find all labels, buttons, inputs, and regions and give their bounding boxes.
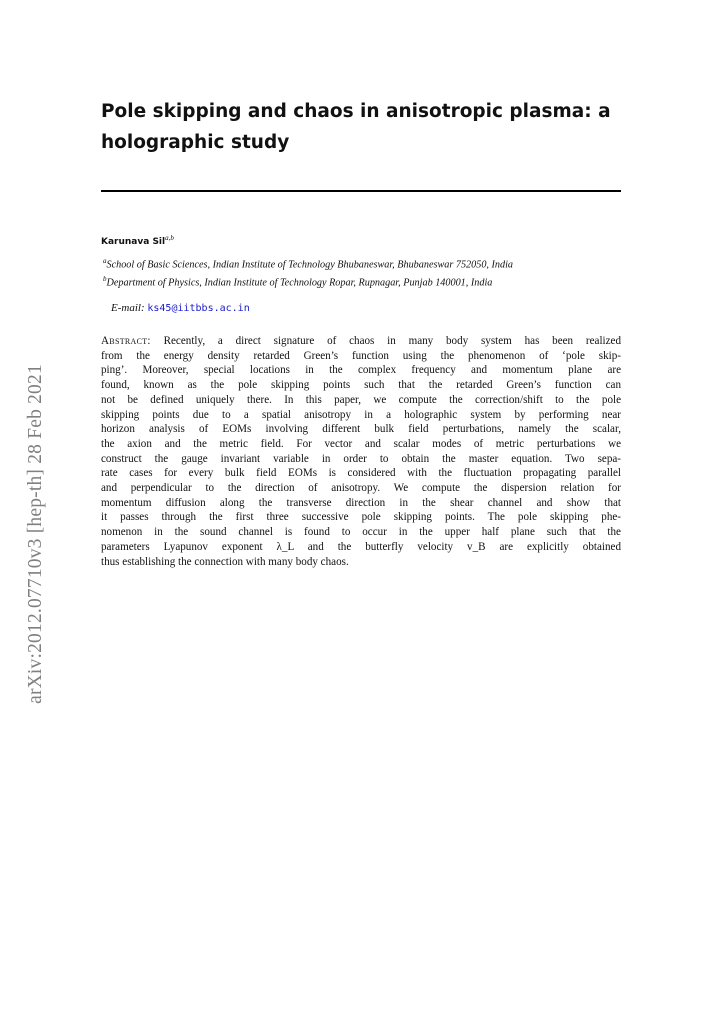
title-rule: [101, 190, 621, 192]
abstract-line: momentum diffusion along the transverse direction in the shear channel and show that: [101, 496, 621, 509]
abstract: [101, 334, 621, 569]
abstract-line: thus establishing the connection with many body chaos.: [101, 555, 349, 568]
author: [101, 234, 174, 247]
abstract-line: construct the gauge invariant variable in order to obtain the master equation. Two sepa-: [101, 452, 621, 465]
email-link[interactable]: ks45@iitbbs.ac.in: [147, 303, 250, 314]
abstract-line: [101, 334, 621, 349]
email-label: E-mail:: [111, 302, 145, 314]
affiliation-text: School of Basic Sciences, Indian Institute of Technology Bhubaneswar, Bhubaneswar 752050, India: [106, 259, 514, 271]
author-name: Karunava Sil: [101, 237, 166, 247]
affiliation-mark: b: [103, 275, 107, 283]
affiliation-a: [103, 257, 623, 270]
abstract-line: the axion and the metric field. For vector and scalar modes of metric perturbations we: [101, 437, 621, 450]
abstract-line: parameters Lyapunov exponent λ_L and the butterfly velocity v_B are explicitly obtained: [101, 540, 621, 553]
author-affiliation-marks: a,b: [165, 234, 174, 242]
abstract-line: from the energy density retarded Green’s function using the phenomenon of ‘pole skip-: [101, 349, 621, 362]
abstract-line: skipping points due to a spatial anisotropy in a holographic system by performing near: [101, 408, 621, 421]
abstract-line: nomenon in the sound channel is found to occur in the upper half plane such that the: [101, 526, 621, 539]
affiliation-text: Department of Physics, Indian Institute of Technology Ropar, Rupnagar, Punjab 140001, India: [106, 277, 493, 289]
title-line: holographic study: [101, 132, 290, 153]
affiliation-b: [103, 275, 623, 288]
abstract-line: horizon analysis of EOMs involving different bulk field perturbations, namely the scalar,: [101, 423, 621, 436]
paper-title: [101, 96, 621, 158]
title-line: Pole skipping and chaos in anisotropic plasma: a: [101, 101, 611, 122]
email-line: [111, 302, 250, 314]
abstract-line: not be defined uniquely there. In this paper, we compute the correction/shift to the pole: [101, 393, 621, 406]
affiliation-mark: a: [103, 257, 107, 265]
abstract-line: found, known as the pole skipping points such that the retarded Green’s function can: [101, 379, 621, 392]
abstract-line-text: Recently, a direct signature of chaos in many body system has been realized: [163, 335, 621, 347]
abstract-heading: Abstract:: [101, 335, 151, 347]
abstract-line: rate cases for every bulk field EOMs is considered with the fluctuation propagating parallel: [101, 467, 621, 480]
abstract-line: and perpendicular to the direction of anisotropy. We compute the dispersion relation for: [101, 482, 621, 495]
arxiv-identifier: arXiv:2012.07710v3 [hep-th] 28 Feb 2021: [25, 364, 46, 704]
abstract-line: it passes through the first three successive pole skipping points. The pole skipping phe-: [101, 511, 621, 524]
abstract-line: ping’. Moreover, special locations in the complex frequency and momentum plane are: [101, 364, 621, 377]
